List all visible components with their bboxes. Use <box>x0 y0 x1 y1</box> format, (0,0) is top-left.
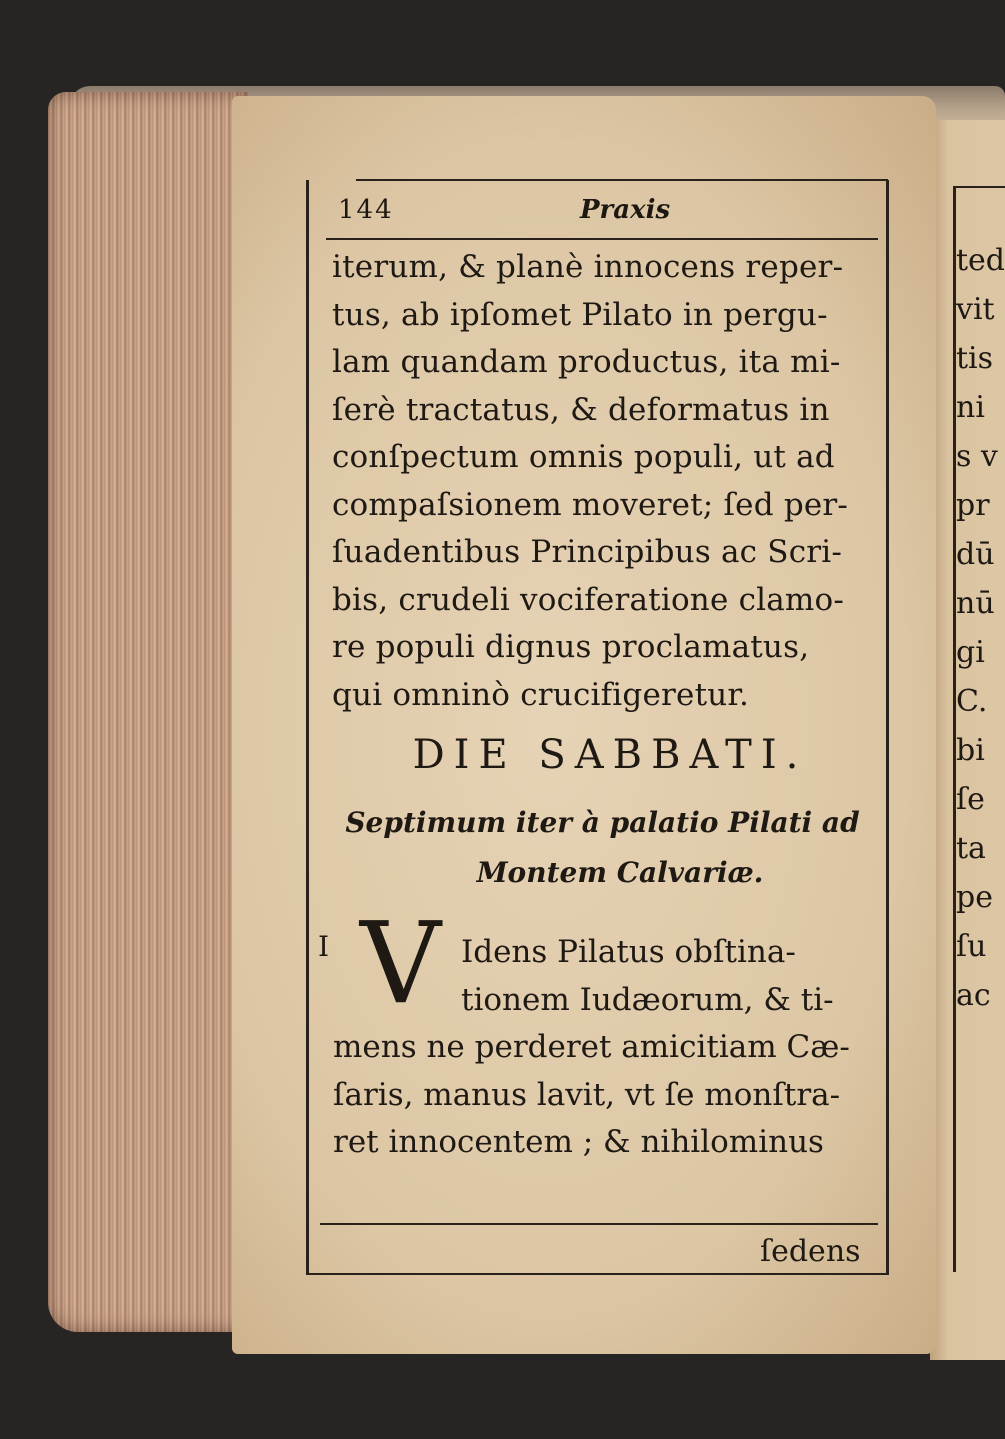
text-line: Idens Pilatus obſtina- <box>461 934 796 970</box>
text-line: ſu <box>956 929 987 964</box>
text-line: conſpectum omnis populi, ut ad <box>332 439 835 475</box>
text-line: nū <box>956 586 995 621</box>
text-line: mens ne perderet amicitiam Cæ- <box>333 1029 850 1065</box>
text-line: bi <box>956 733 985 768</box>
margin-number: I <box>318 930 330 963</box>
footer-rule <box>320 1223 878 1225</box>
text-line: vit <box>956 292 995 327</box>
facing-top-rule <box>954 186 1005 188</box>
page-fore-edge <box>48 92 248 1332</box>
facing-page-text <box>956 236 1005 1020</box>
text-line: ſuadentibus Principibus ac Scri- <box>332 534 843 570</box>
text-line: dū <box>956 537 995 572</box>
text-line: re populi dignus proclamatus, <box>332 629 810 665</box>
text-line: tis <box>956 341 994 376</box>
text-line: pe <box>956 880 993 915</box>
text-line: tionem Iudæorum, & ti- <box>461 981 834 1018</box>
header-rule <box>326 238 878 240</box>
paragraph <box>332 244 880 719</box>
catchword: ſedens <box>760 1234 861 1269</box>
text-line: lam quandam productus, ita mi- <box>332 344 841 380</box>
text-line: s v <box>956 439 998 474</box>
text-line: compaſsionem moveret; ſed per- <box>332 486 849 523</box>
text-line: ſerè tractatus, & deformatus in <box>332 391 830 428</box>
subheading-line-1: Septimum iter à palatio Pilati ad <box>345 806 860 839</box>
text-line: C. <box>956 684 988 719</box>
text-line: pr <box>956 488 990 523</box>
text-line: ſe <box>956 782 985 817</box>
page-number: 144 <box>338 195 394 225</box>
running-title: Praxis <box>580 195 671 225</box>
section-heading: DIE SABBATI. <box>412 732 808 778</box>
text-line: ſaris, manus lavit, vt ſe monſtra- <box>333 1076 841 1113</box>
text-line: ret innocentem ; & nihilominus <box>333 1124 824 1160</box>
subheading-line-2: Montem Calvariæ. <box>476 856 764 889</box>
text-line: ta <box>956 831 986 866</box>
text-line: iterum, & planè innocens reper- <box>332 249 844 285</box>
text-line: ac <box>956 978 991 1013</box>
text-line: gi <box>956 635 985 670</box>
text-line: qui omninò crucifigeretur. <box>332 676 750 713</box>
text-line: ni <box>956 390 985 425</box>
body-paragraph <box>333 928 878 1166</box>
text-line: ted <box>956 243 1005 278</box>
text-line: bis, crudeli vociferatione clamo- <box>332 581 845 618</box>
text-line: tus, ab ipſomet Pilato in pergu- <box>332 296 828 333</box>
drop-cap: V <box>360 899 441 1029</box>
